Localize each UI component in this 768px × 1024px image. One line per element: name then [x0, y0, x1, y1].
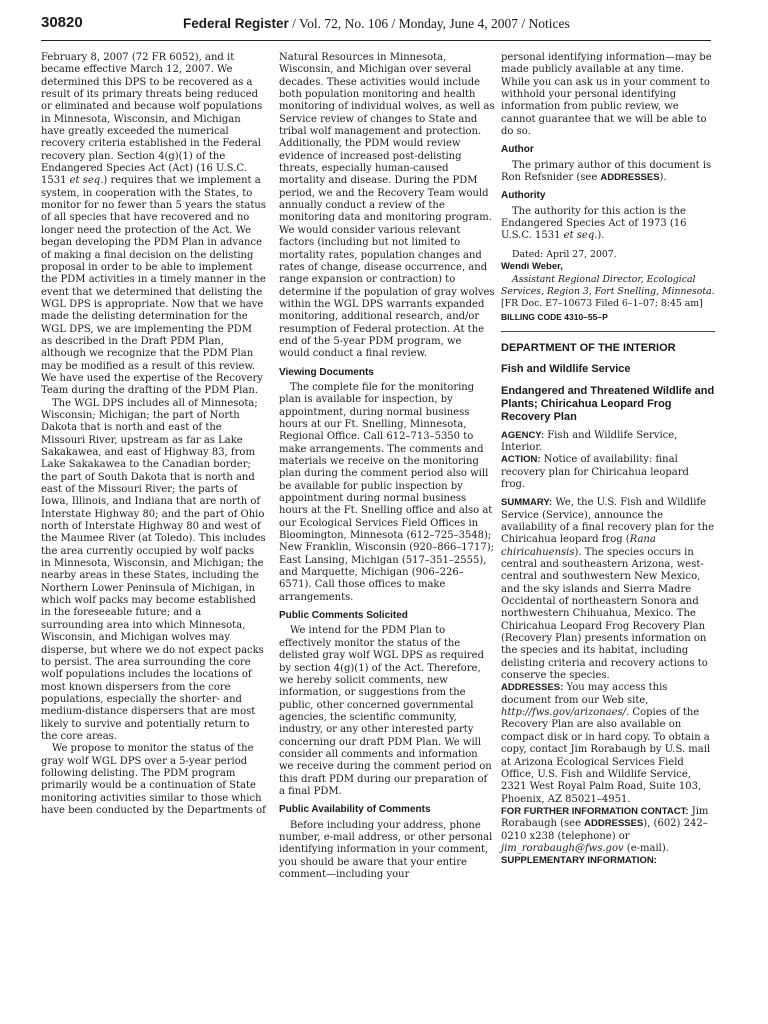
- text-run: We, the U.S. Fish and Wildlife Service (Service), announce the availability of a final recovery plan for the Chiricahua leopard frog (: [501, 497, 714, 546]
- text-italic: et seq.: [563, 230, 598, 242]
- text-run: ).: [659, 172, 667, 184]
- column-middle: [279, 52, 495, 881]
- page-number: 30820: [41, 14, 83, 31]
- section-heading: Public Availability of Comments: [279, 804, 431, 816]
- supplementary-block: [501, 855, 715, 867]
- action-block: [501, 454, 715, 491]
- issue-citation: / Vol. 72, No. 106 / Monday, June 4, 2007 / Notices: [292, 16, 570, 31]
- document-title: Endangered and Threatened Wildlife and Plants; Chiricahua Leopard Frog Recovery Plan: [501, 384, 715, 423]
- text-italic: et seq.: [69, 175, 104, 187]
- text-run: You may access this document from our Web site,: [501, 682, 668, 706]
- paragraph: personal identifying information—may be made publicly available at any time. While you can ask us in your comment to withhold your personal identifying information from public review, we cannot guarantee that we will be able to do so.: [501, 52, 712, 138]
- cross-reference: ADDRESSES: [584, 818, 644, 830]
- paragraph: [501, 206, 715, 243]
- paragraph: Natural Resources in Minnesota, Wisconsin, and Michigan over several decades. These activities would include both population monitoring and health monitoring of individual wolves, as well as Service review of changes to State and tribal wolf management and protection. Additionally, the PDM would review evidence of increased post-delisting threats, especially human-caused mortality and disease. During the PDM period, we and the Recovery Team would annually conduct a review of the monitoring data and monitoring program. We would consider various relevant factors (including but not limited to mortality rates, population changes and rates of change, disease occurrence, and range expansion or contraction) to determine if the population of gray wolves within the WGL DPS warrants expanded monitoring, additional research, and/or resumption of Federal protection. At the end of the 5-year PDM program, we would conduct a final review.: [279, 52, 495, 360]
- field-label: SUMMARY:: [501, 497, 553, 509]
- paragraph: We intend for the PDM Plan to effectively monitor the status of the delisted gray wolf WGL DPS as required by section 4(g)(1) of the Act. Therefore, we hereby solicit comments, new information, or suggestions from the public, other concerned governmental agencies, the scientific community, industry, or any other interested party concerning our draft PDM Plan. We will consider all comments and information we receive during the comment period on this draft PDM during our preparation of a final PDM.: [279, 625, 492, 797]
- section-heading: Viewing Documents: [279, 366, 374, 378]
- text-run: ), (602) 242–0210 x238 (telephone) or: [501, 818, 708, 842]
- paragraph: Before including your address, phone number, e-mail address, or other personal identifying information in your comment, you should be aware that your entire comment—including your: [279, 819, 493, 880]
- summary-block: [501, 497, 715, 682]
- addresses-block: [501, 682, 715, 805]
- section-heading: Author: [501, 144, 534, 156]
- field-label: SUPPLEMENTARY INFORMATION:: [501, 855, 657, 867]
- text-run: . Copies of the Recovery Plan are also available on compact disk or in hard copy. To obtain a copy, contact Jim Rorabaugh by U.S. mail at Arizona Ecological Services Field Office, U.S. Fish and Wildlife Service, 2321 West Royal Palm Road, Suite 103, Phoenix, AZ 85021–4951.: [501, 707, 711, 805]
- field-label: FOR FURTHER INFORMATION CONTACT:: [501, 805, 689, 817]
- paragraph: We propose to monitor the status of the gray wolf WGL DPS over a 5-year period following delisting. The PDM program primarily would be a continuation of State monitoring activities similar to those which have been conducted by the Departments of: [41, 743, 266, 816]
- text-run: ) requires that we implement a system, in cooperation with the States, to monitor for no fewer than 5 years the status of all species that have recovered and no longer need the protection of the Act. We began developing the PDM Plan in advance of making a final decision on the delisting proposal in order to be able to implement the PDM activities in a timely manner in the event that we determined that delisting the WGL DPS is appropriate. Now that we have made the delisting determination for the WGL DPS, we are implementing the PDM as described in the Draft PDM Plan, although we recognize that the PDM Plan may be modified as a result of this review. We have used the expertise of the Recovery Team during the drafting of the PDM Plan.: [41, 175, 266, 397]
- column-left: [41, 52, 266, 817]
- paragraph: The WGL DPS includes all of Minnesota; Wisconsin; Michigan; the part of North Dakota that is north and east of the Missouri River, upstream as far as Lake Sakakawea, and east of Highway 83, from Lake Sakakawea to the Canadian border; the part of South Dakota that is north and east of the Missouri River; the parts of Iowa, Illinois, and Indiana that are north of Interstate Highway 80; and the part of Ohio north of Interstate Highway 80 and west of the Maumee River (at Toledo). This includes the area currently occupied by wolf packs in Minnesota, Wisconsin, and Michigan; the nearby areas in these States, including the Northern Lower Peninsula of Michigan, in which wolf packs may become established in the foreseeable future; and a surrounding area into which Minnesota, Wisconsin, and Michigan wolves may disperse, but where we do not expect packs to persist. The area surrounding the core wolf populations includes the locations of most known dispersers from the core populations, especially the shorter- and medium-distance dispersers that are most likely to survive and potentially return to the core areas.: [41, 397, 266, 742]
- field-label: AGENCY:: [501, 429, 545, 441]
- section-heading: Public Comments Solicited: [279, 610, 408, 622]
- text-run: (e-mail).: [623, 842, 669, 854]
- text-run: ). The species occurs in central and southeastern Arizona, west-central and southwestern New Mexico, and the sky islands and Sierra Madre Occidental of northeastern Sonora and northwestern Chihuahua, Mexico. The Chiricahua Leopard Frog Recovery Plan (Recovery Plan) presents information on the species and its habitat, including delisting criteria and recovery actions to conserve the species.: [501, 546, 708, 682]
- web-link[interactable]: http://fws.gov/arizonaes/: [501, 707, 627, 719]
- billing-code: BILLING CODE 4310–55–P: [501, 311, 608, 322]
- paragraph: [501, 160, 715, 185]
- column-right: [501, 52, 715, 868]
- field-label: ADDRESSES:: [501, 682, 564, 694]
- text-run: ).: [597, 230, 605, 242]
- text-run: The authority for this action is the Endangered Species Act of 1973 (16 U.S.C. 1531: [501, 205, 687, 242]
- page-header: [41, 12, 731, 38]
- dated-line: Dated: April 27, 2007.: [512, 248, 617, 260]
- agency-heading: Fish and Wildlife Service: [501, 363, 631, 376]
- header-rule: [41, 40, 711, 41]
- signer-title: Assistant Regional Director, Ecological Services, Region 3, Fort Snelling, Minnesota.: [501, 273, 715, 297]
- text-run: February 8, 2007 (72 FR 6052), and it became effective March 12, 2007. We determined this DPS to be recovered as a result of its primary threats being reduced or eliminated and because wolf populations in Minnesota, Wisconsin, and Michigan have greatly exceeded the numerical recovery criteria established in the Federal recovery plan. Section 4(g)(1) of the Endangered Species Act (Act) (16 U.S.C. 1531: [41, 52, 263, 187]
- field-value: Fish and Wildlife Service, Interior.: [501, 429, 678, 453]
- agency-block: [501, 430, 715, 455]
- email-link[interactable]: jim_rorabaugh@fws.gov: [501, 842, 624, 854]
- text-run: Jim Rorabaugh (see: [501, 805, 709, 830]
- paragraph: The complete file for the monitoring plan is available for inspection, by appointment, during normal business hours at our Ft. Snelling, Minnesota, Regional Office. Call 612–713–5350 to make arrangements. The comments and materials we receive on the monitoring plan during the comment period also will be available for public inspection by appointment during normal business hours at the Ft. Snelling office and also at our Ecological Services Field Offices in Bloomington, Minnesota (612–725–3548); New Franklin, Wisconsin (920–866–1717); East Lansing, Michigan (517–351–2555), and Marquette, Michigan (906–226–6571). Call those offices to make arrangements.: [279, 381, 495, 603]
- paragraph: [41, 52, 266, 398]
- publication-name: Federal Register: [183, 16, 289, 31]
- field-value: Notice of availability: final recovery plan for Chiricahua leopard frog.: [501, 454, 689, 490]
- signer-name: Wendi Weber,: [501, 261, 563, 273]
- contact-block: [501, 806, 715, 855]
- text-run: The primary author of this document is Ron Refsnider (see: [501, 159, 712, 184]
- section-heading: Authority: [501, 190, 546, 202]
- running-head: [183, 16, 570, 32]
- field-label: ACTION:: [501, 454, 541, 466]
- department-heading: DEPARTMENT OF THE INTERIOR: [501, 341, 676, 354]
- divider: [501, 331, 715, 332]
- cross-reference: ADDRESSES: [600, 172, 660, 184]
- fr-doc-line: [FR Doc. E7–10673 Filed 6–1–07; 8:45 am]: [501, 298, 703, 310]
- species-name: Rana chiricahuensis: [501, 534, 656, 558]
